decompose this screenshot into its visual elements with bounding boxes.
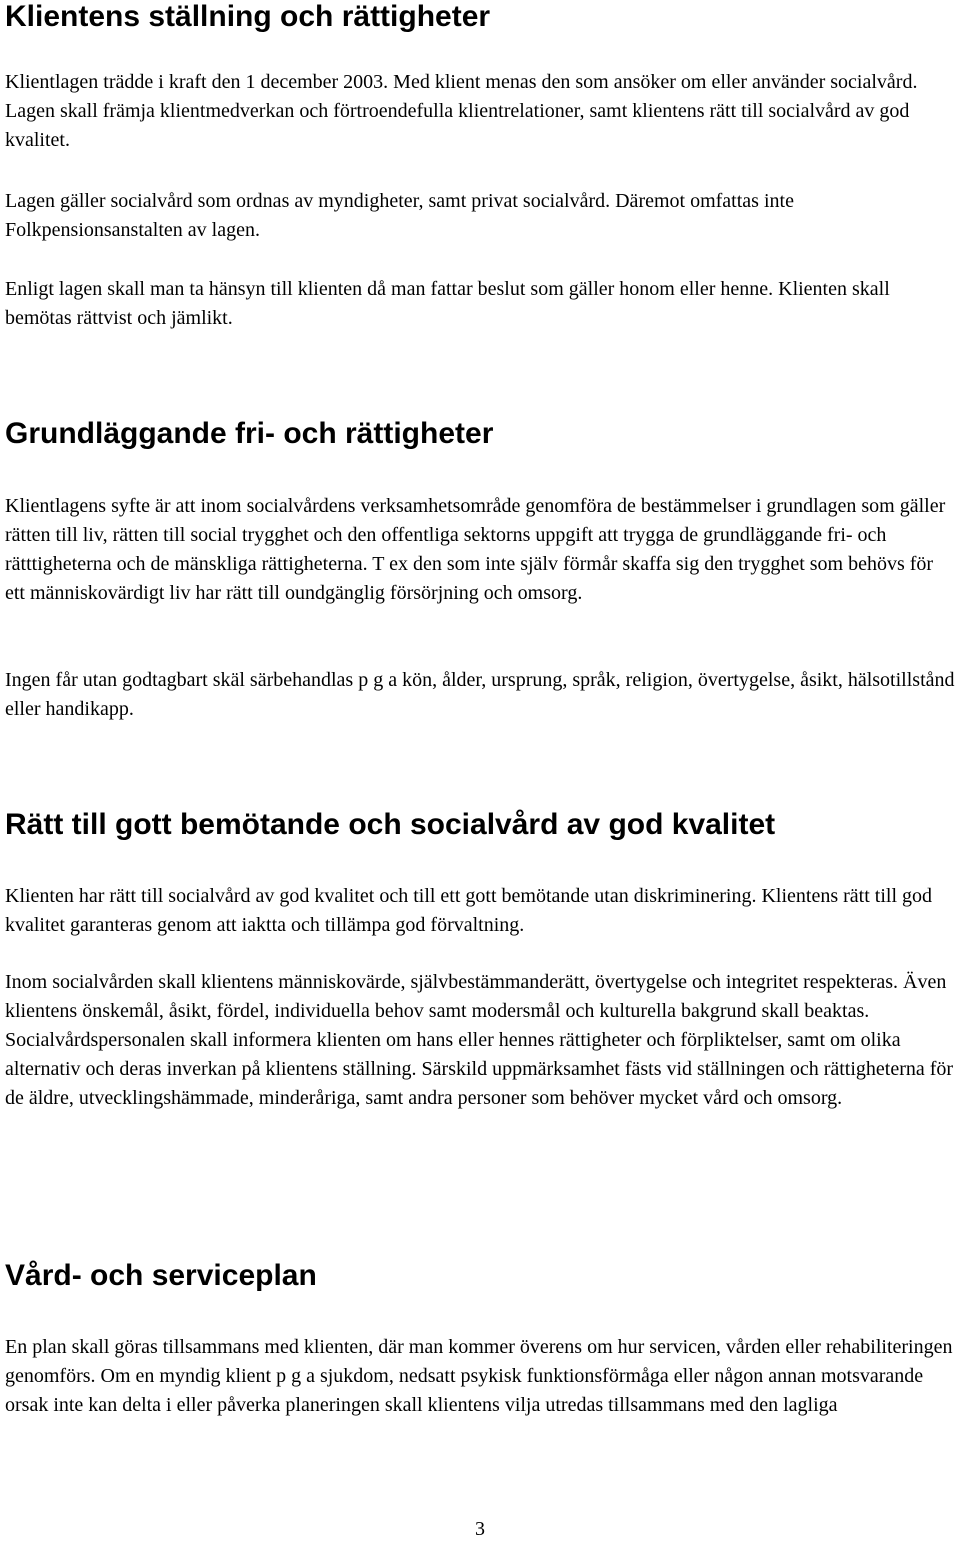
- section-title-klientens-stallning: Klientens ställning och rättigheter: [5, 0, 491, 33]
- paragraph: Enligt lagen skall man ta hänsyn till klienten då man fattar beslut som gäller honom eller henne. Klienten skall bemötas rättvist och jämlikt.: [5, 278, 890, 329]
- section-title-gott-bemotande: Rätt till gott bemötande och socialvård av god kvalitet: [5, 808, 776, 841]
- paragraph: Klientlagen trädde i kraft den 1 december 2003. Med klient menas den som ansöker om eller använder socialvård. Lagen skall främja klientmedverkan och förtroendefulla klientrelationer, samt klientens rätt till socialvård av god kvalitet.: [5, 71, 918, 151]
- page-number: 3: [475, 1518, 485, 1540]
- paragraph: En plan skall göras tillsammans med klienten, där man kommer överens om hur servicen, vården eller rehabiliteringen genomförs. Om en myndig klient p g a sjukdom, nedsatt psykisk funktionsförmåga eller någon annan motsvarande orsak inte kan delta i eller påverka planeringen skall klientens vilja utredas tillsammans med den lagliga: [5, 1336, 953, 1416]
- paragraph: Ingen får utan godtagbart skäl särbehandlas p g a kön, ålder, ursprung, språk, religion, övertygelse, åsikt, hälsotillstånd eller handikapp.: [5, 669, 955, 720]
- paragraph: Inom socialvården skall klientens människovärde, självbestämmanderätt, övertygelse och integritet respekteras. Även klientens önskemål, åsikt, fördel, individuella behov samt modersmål och kulturella bakgrund skall beaktas. Socialvårdspersonalen skall informera klienten om hans eller hennes rättigheter och förpliktelser, samt om olika alternativ och deras inverkan på klientens ställning. Särskild uppmärksamhet fästs vid ställningen och rättigheterna för de äldre, utvecklingshämmade, minderåriga, samt andra personer som behöver mycket vård och omsorg.: [5, 971, 954, 1109]
- section-title-vard-och-serviceplan: Vård- och serviceplan: [5, 1259, 317, 1292]
- section-title-grundlaggande-rattigheter: Grundläggande fri- och rättigheter: [5, 417, 494, 450]
- paragraph: Klientlagens syfte är att inom socialvårdens verksamhetsområde genomföra de bestämmelser i grundlagen som gäller rätten till liv, rätten till social trygghet och den offentliga sektorns uppgift att trygga de grundläggande fri- och rätttigheterna och de mänskliga rättigheterna. T ex den som inte själv förmår skaffa sig den trygghet som behövs för ett människovärdigt liv har rätt till oundgänglig försörjning och omsorg.: [5, 495, 946, 604]
- paragraph: Lagen gäller socialvård som ordnas av myndigheter, samt privat socialvård. Däremot omfattas inte Folkpensionsanstalten av lagen.: [5, 190, 794, 241]
- paragraph: Klienten har rätt till socialvård av god kvalitet och till ett gott bemötande utan diskriminering. Klientens rätt till god kvalitet garanteras genom att iaktta och tillämpa god förvaltning.: [5, 885, 933, 936]
